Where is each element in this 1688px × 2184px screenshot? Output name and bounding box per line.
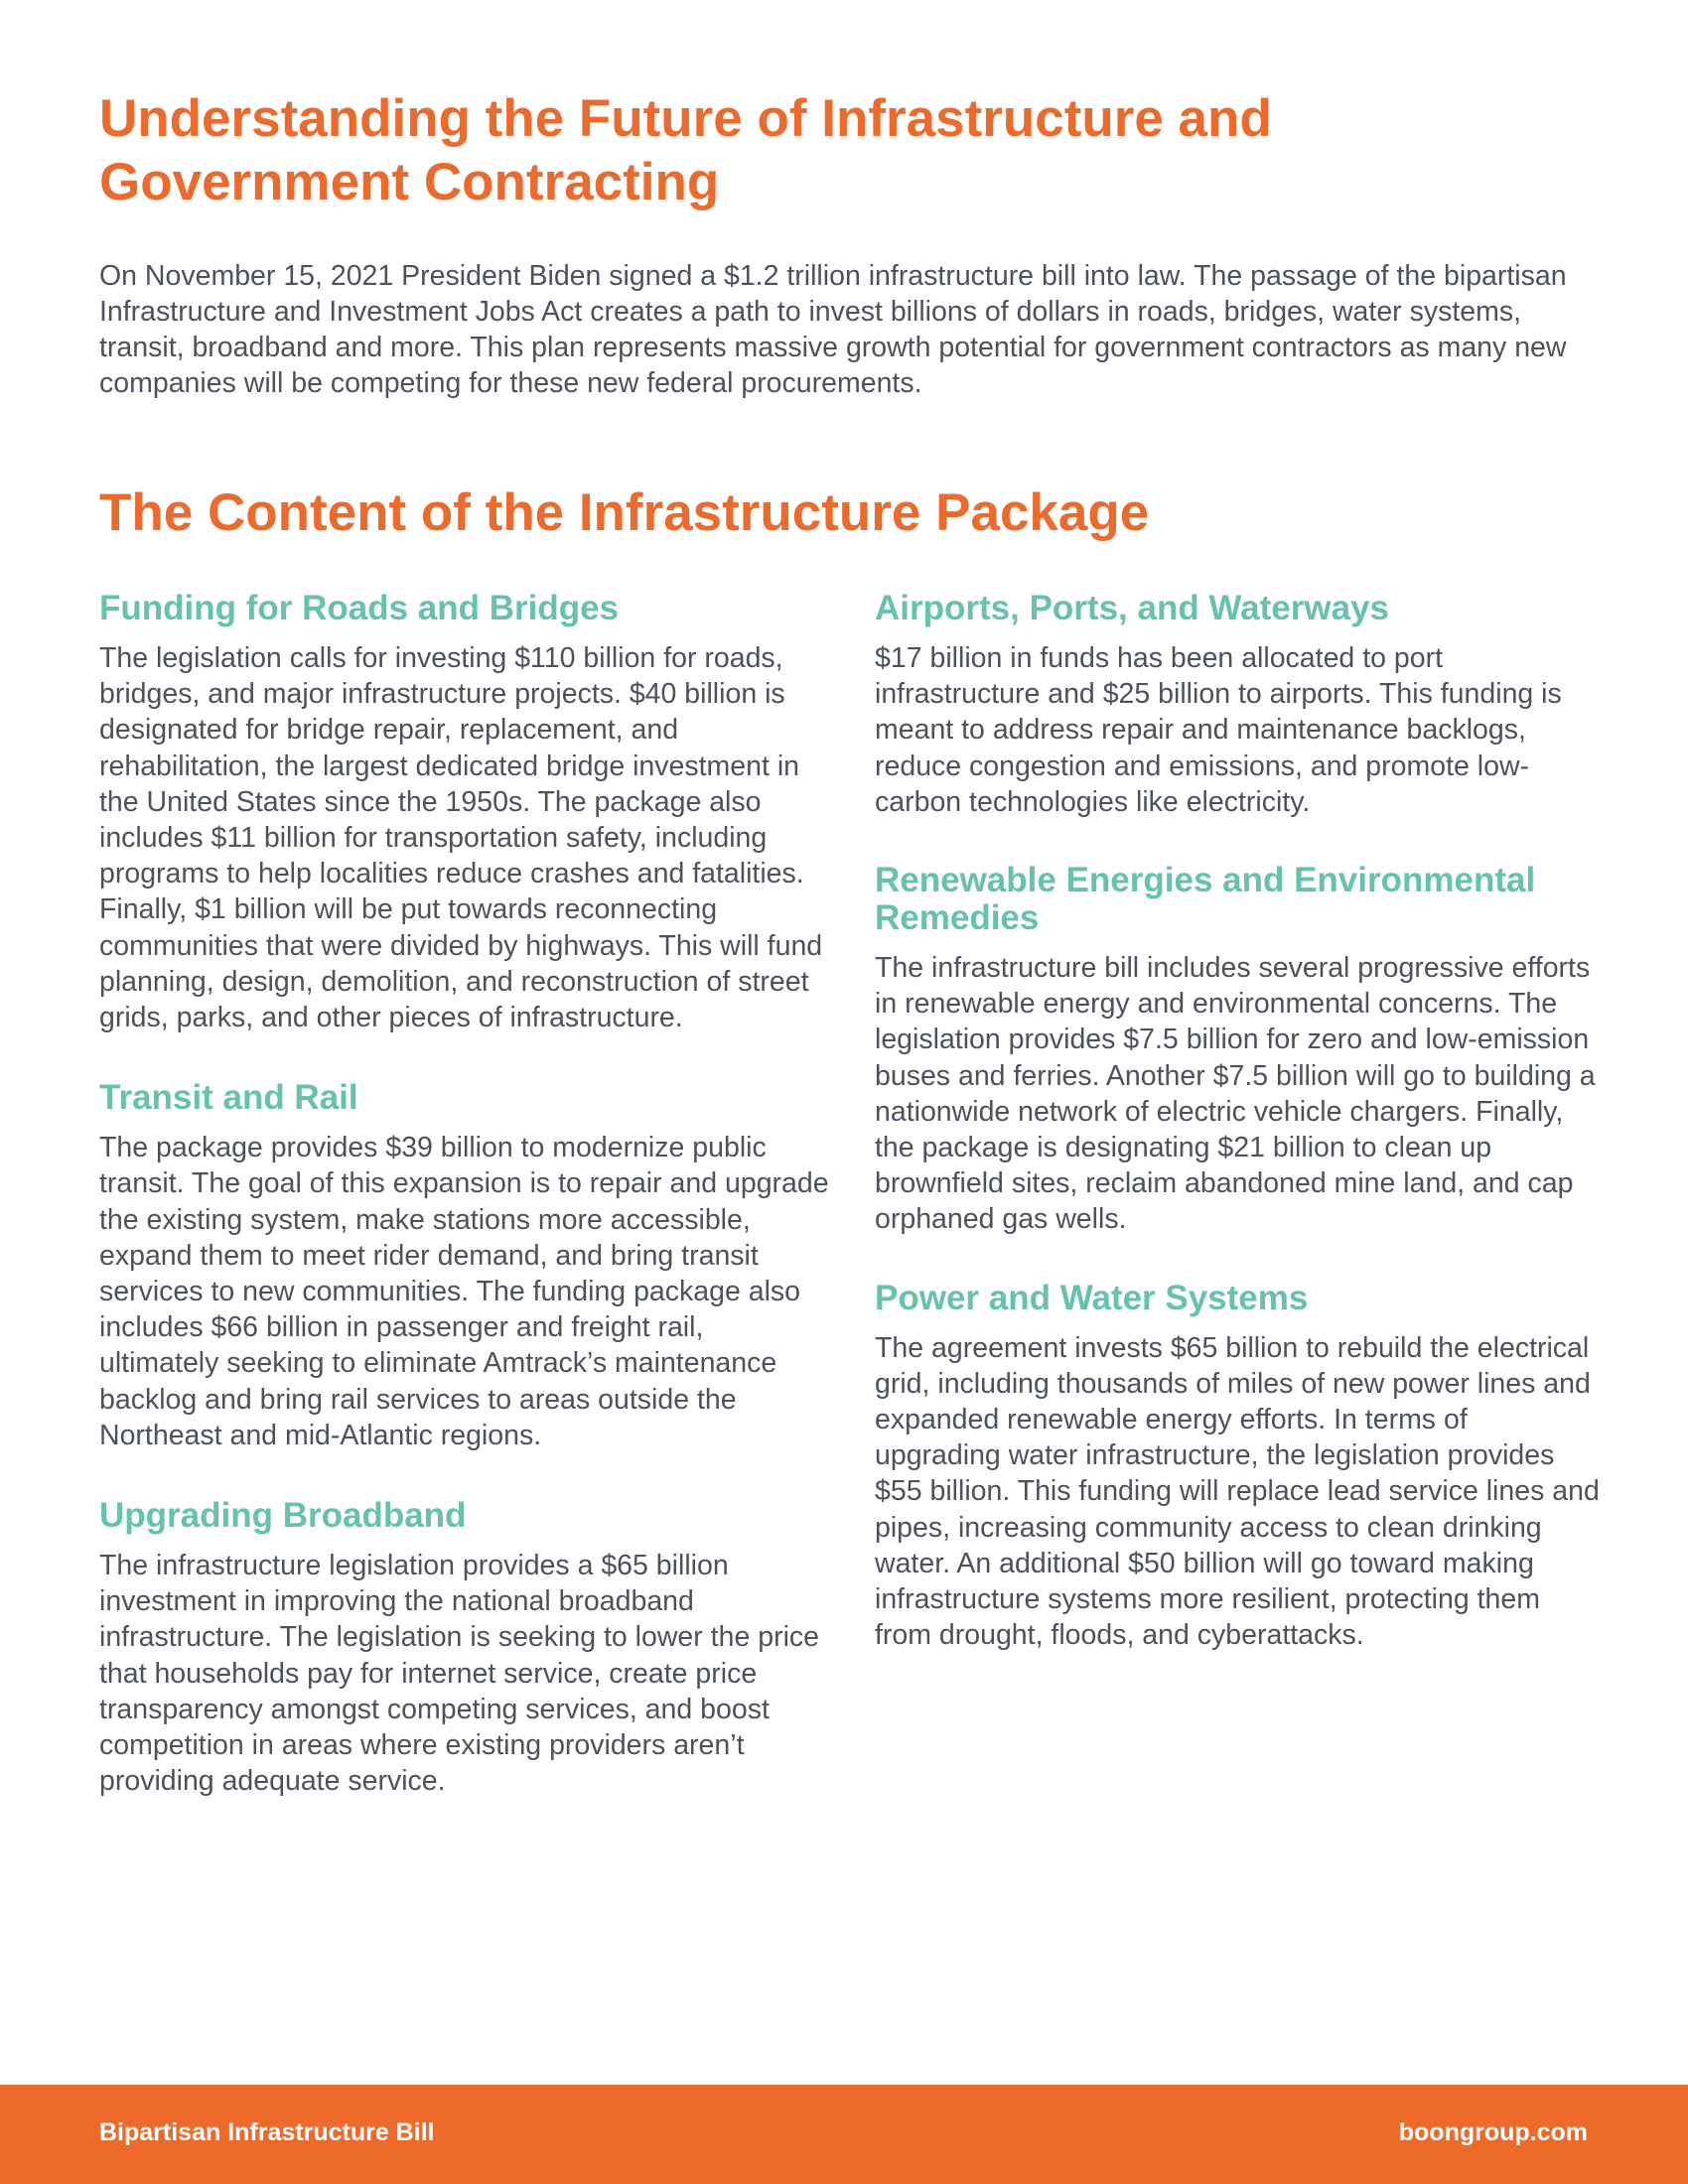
left-column bbox=[99, 590, 829, 1799]
section-title: The Content of the Infrastructure Package bbox=[99, 483, 1150, 542]
transit-rail-section bbox=[99, 1079, 829, 1453]
section-heading: Power and Water Systems bbox=[875, 1278, 1309, 1317]
airports-ports-section bbox=[875, 590, 1600, 820]
footer-bar bbox=[0, 2085, 1688, 2184]
intro-paragraph: On November 15, 2021 President Biden signed a $1.2 trillion infrastructure bill into law. The passage of the bipartisan Infrastructure and Investment Jobs Act creates a path to invest billions of dollars in roads, bridges, water systems, transit, broadband and more. This plan represents massive growth potential for government contractors as many new companies will be competing for these new federal procurements. bbox=[99, 260, 1567, 399]
broadband-section bbox=[99, 1497, 829, 1799]
section-body: The agreement invests $65 billion to rebuild the electrical grid, including thousands of miles of new power lines and expanded renewable energy efforts. In terms of upgrading water infrastructure, the legislation provides $55 billion. This funding will replace lead service lines and pipes, increasing community access to clean drinking water. An additional $50 billion will go toward making infrastructure systems more resilient, protecting them from drought, floods, and cyberattacks. bbox=[875, 1331, 1600, 1652]
section-heading: Renewable Energies and Environmental Remedies bbox=[875, 861, 1536, 938]
renewable-energies-section bbox=[875, 862, 1600, 1238]
section-heading: Airports, Ports, and Waterways bbox=[875, 589, 1389, 627]
section-body: $17 billion in funds has been allocated to port infrastructure and $25 billion to airports. This funding is meant to address repair and maintenance backlogs, reduce congestion and emissions, and promote low-carbon technologies like electricity. bbox=[875, 642, 1562, 818]
section-body: The infrastructure bill includes several progressive efforts in renewable energy and environmental concerns. The legislation provides $7.5 billion for zero and low-emission buses and ferries. Another $7.5 billion will go to building a nationwide network of electric vehicle chargers. Finally, the package is designating $21 billion to clean up brownfield sites, reclaim abandoned mine land, and cap orphaned gas wells. bbox=[875, 952, 1596, 1236]
section-heading: Upgrading Broadband bbox=[99, 1496, 467, 1536]
footer-title: Bipartisan Infrastructure Bill bbox=[99, 2118, 435, 2146]
power-water-section bbox=[875, 1280, 1600, 1654]
section-body: The package provides $39 billion to modernize public transit. The goal of this expansion is to repair and upgrade the existing system, make stations more accessible, expand them to meet rider demand, and bring transit services to new communities. The funding package also includes $66 billion in passenger and freight rail, ultimately seeking to eliminate Amtrack’s maintenance backlog and bring rail services to areas outside the Northeast and mid-Atlantic regions. bbox=[99, 1132, 829, 1451]
right-column bbox=[875, 590, 1600, 1653]
section-heading: Funding for Roads and Bridges bbox=[99, 589, 620, 627]
section-body: The infrastructure legislation provides a $65 billion investment in improving the national broadband infrastructure. The legislation is seeking to lower the price that households pay for internet service, create price transparency amongst competing services, and boost competition in areas where existing providers aren’t providing adequate service. bbox=[99, 1550, 819, 1798]
footer-website: boongroup.com bbox=[1398, 2118, 1588, 2146]
section-body: The legislation calls for investing $110 billion for roads, bridges, and major infrastructure projects. $40 billion is designated for bridge repair, replacement, and rehabilitation, the largest dedicated bridge investment in the United States since the 1950s. The package also includes $11 billion for transportation safety, including programs to help localities reduce crashes and fatalities. Finally, $1 billion will be put towards reconnecting communities that were divided by highways. This will fund planning, design, demolition, and reconstruction of street grids, parks, and other pieces of infrastructure. bbox=[99, 642, 823, 1034]
section-heading: Transit and Rail bbox=[99, 1078, 358, 1118]
page-title: Understanding the Future of Infrastructure and Government Contracting bbox=[99, 89, 1272, 211]
roads-bridges-section bbox=[99, 590, 829, 1035]
